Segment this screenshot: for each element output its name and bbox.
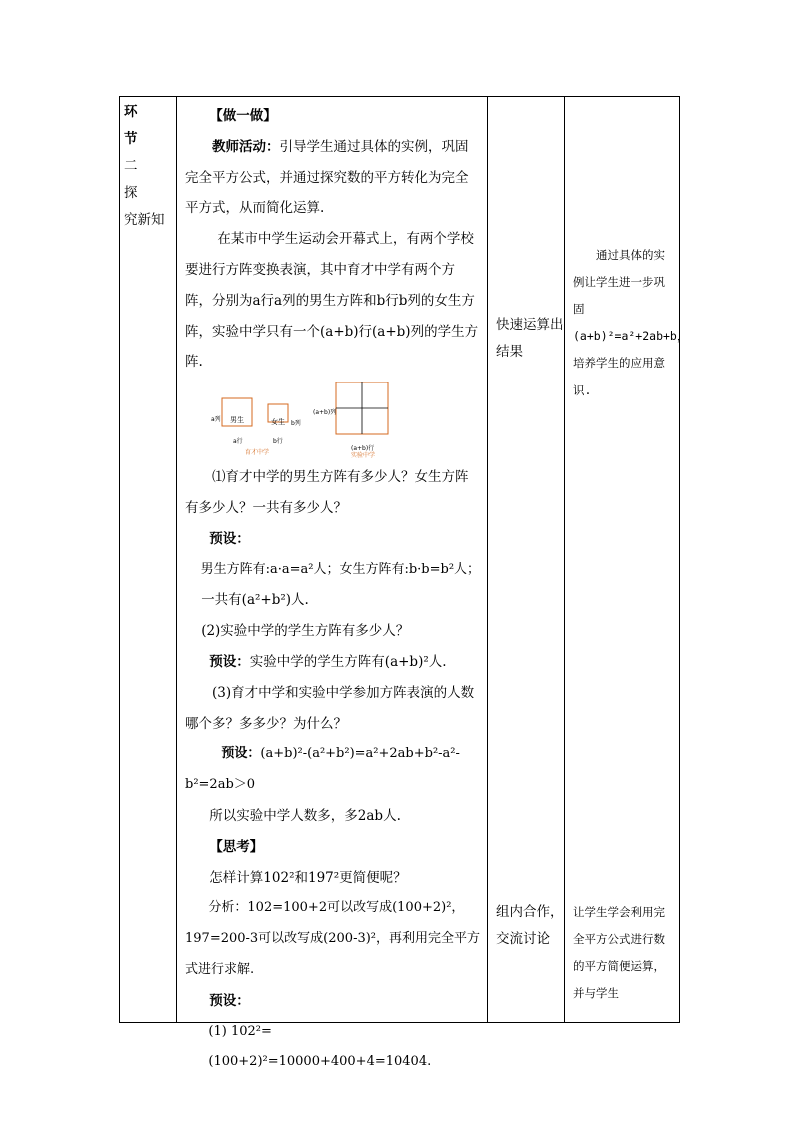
question-2: (2)实验中学的学生方阵有多少人？ <box>201 623 410 640</box>
content-cell <box>177 97 487 1078</box>
column-divider <box>487 97 488 1022</box>
question-1: ⑴育才中学的男生方阵有多少人？女生方阵有多少人？一共有多少人？ <box>185 469 469 516</box>
answer-4: (1) 102²=(100+2)²=10000+400+4=10404. <box>208 1023 432 1070</box>
answer-1-line-2: 一共有(a²+b²)人. <box>201 592 309 609</box>
formation-diagram <box>185 380 481 460</box>
conclusion: 所以实验中学人数多，多2ab人. <box>209 807 401 824</box>
design-intent-2: 让学生学会利用完全平方公式进行数的平方简便运算，并与学生 <box>573 905 665 1000</box>
answer-2 <box>185 647 481 678</box>
shiyan-label: 实验中学 <box>351 452 376 460</box>
scenario-text: 在某市中学生运动会开幕式上，有两个学校要进行方阵变换表演，其中育才中学有两个方阵，分别为a行a列的男生方阵和b行b列的女生方阵，实验中学只有一个(a+b)行(a+b)列的学生方阵. <box>185 231 479 371</box>
teacher-activity <box>185 132 481 224</box>
stage-line: 环 节 <box>124 104 144 147</box>
answer-1-line-1: 男生方阵有:a·a=a²人；女生方阵有:b·b=b²人； <box>200 561 481 577</box>
preset-label-3: 预设： <box>221 746 261 762</box>
ab-col-label: (a+b)列 <box>313 409 337 417</box>
column-divider <box>564 97 565 1022</box>
answer-2-text: 实验中学的学生方阵有(a+b)²人. <box>249 653 447 670</box>
preset-label-4: 预设： <box>209 992 250 1009</box>
preset-label-2: 预设： <box>209 653 250 670</box>
yucai-label: 育才中学 <box>245 449 270 457</box>
think-question: 怎样计算102²和197²更简便呢？ <box>209 869 407 886</box>
a-row-label: a行 <box>233 438 243 446</box>
answer-3-text: (a+b)²-(a²+b²)=a²+2ab+b²-a²-b²=2ab＞0 <box>185 746 460 793</box>
a-col-label: a列 <box>211 416 221 424</box>
analysis-text: 102=100+2可以改写成(100+2)²，197=200-3可以改写成(200-3)²，再利用完全平方式进行求解. <box>185 900 481 977</box>
question-3: (3)育才中学和实验中学参加方阵表演的人数哪个多？多多少？为什么？ <box>185 684 475 732</box>
stage-cell <box>120 97 176 234</box>
answer-3 <box>185 739 481 801</box>
stage-line: 二 探 <box>124 158 144 201</box>
stage-line: 究新知 <box>124 212 165 228</box>
ab-row-label: (a+b)行 <box>351 445 375 453</box>
girl-label: 女生 <box>271 418 285 427</box>
student-activity-1: 快速运算出结果 <box>496 317 564 360</box>
student-activity-2: 组内合作，交流讨论 <box>496 904 564 947</box>
analysis-label: 分析： <box>208 900 248 916</box>
preset-label-1: 预设： <box>209 530 250 547</box>
heading-do: 【做一做】 <box>209 108 277 124</box>
analysis <box>185 893 481 985</box>
design-intent-1: 通过具体的实例让学生进一步巩固(a+b)²=a²+2ab+b，培养学生的应用意识. <box>573 248 689 397</box>
boy-label: 男生 <box>230 416 244 425</box>
lesson-table <box>119 96 689 1070</box>
teacher-text: 引导学生通过具体的实例，巩固完全平方公式，并通过探究数的平方转化为完全平方式，从而简化运算. <box>185 138 469 217</box>
heading-think: 【思考】 <box>209 838 264 855</box>
b-row-label: b行 <box>273 438 283 446</box>
teacher-label: 教师活动： <box>212 138 280 155</box>
b-col-label: b列 <box>291 420 301 428</box>
